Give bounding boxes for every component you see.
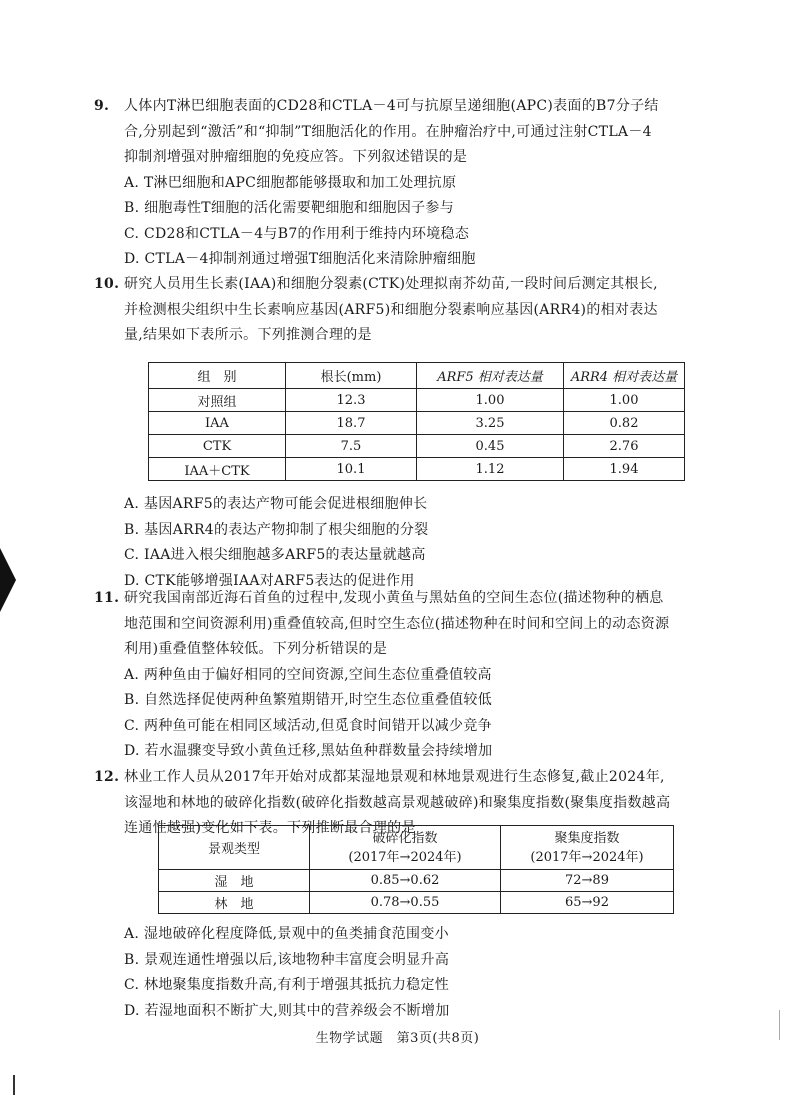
option-a: A. 两种鱼由于偏好相同的空间资源,空间生态位重叠值较高 bbox=[124, 666, 492, 683]
option-a: A. T淋巴细胞和APC细胞都能够摄取和加工处理抗原 bbox=[124, 174, 457, 191]
option-d: D. CTK能够增强IAA对ARF5表达的促进作用 bbox=[124, 572, 415, 589]
table-cell: 10.1 bbox=[286, 458, 417, 481]
table-cell: 1.12 bbox=[417, 458, 564, 481]
question-10 bbox=[94, 272, 718, 349]
table-row bbox=[159, 892, 674, 914]
option-d: D. 若湿地面积不断扩大,则其中的营养级会不断增加 bbox=[124, 1002, 450, 1019]
option-c: C. 两种鱼可能在相同区域活动,但觅食时间错开以减少竞争 bbox=[124, 717, 492, 734]
header-title: 聚集度指数 bbox=[554, 830, 620, 846]
question-stem bbox=[98, 586, 718, 663]
table-row bbox=[149, 435, 685, 458]
table-cell: 1.00 bbox=[564, 389, 685, 412]
margin-scan-line bbox=[779, 1010, 780, 1040]
header-title: 破碎化指数 bbox=[372, 830, 438, 846]
question-9 bbox=[94, 94, 718, 273]
stem-line: 抑制剂增强对肿瘤细胞的免疫应答。下列叙述错误的是 bbox=[124, 149, 468, 165]
header-subtitle: (2017年→2024年) bbox=[348, 849, 462, 865]
table-cell: 0.45 bbox=[417, 435, 564, 458]
table-cell: 0.78→0.55 bbox=[310, 892, 501, 914]
page-footer: 生物学试题 第3页(共8页) bbox=[315, 1031, 480, 1046]
question-stem bbox=[98, 94, 718, 171]
table-cell: 72→89 bbox=[501, 870, 674, 892]
table-cell: 2.76 bbox=[564, 435, 685, 458]
stem-line: 连通性越强)变化如下表。下列推断最合理的是 bbox=[124, 820, 416, 836]
option-d: D. 若水温骤变导致小黄鱼迁移,黑姑鱼种群数量会持续增加 bbox=[124, 743, 493, 759]
question-stem bbox=[98, 272, 718, 349]
table-cell: 湿 地 bbox=[159, 870, 310, 892]
table-header: ARR4 相对表达量 bbox=[564, 363, 685, 389]
table-row bbox=[159, 870, 674, 892]
question-number: 11. bbox=[94, 590, 120, 606]
table-cell: 12.3 bbox=[286, 389, 417, 412]
stem-line: 地范围和空间资源利用)重叠值较高,但时空生态位(描述物种在时间和空间上的动态资源 bbox=[124, 615, 670, 632]
margin-tick-mark bbox=[13, 1075, 15, 1095]
table-cell: 7.5 bbox=[286, 435, 417, 458]
q10-data-table bbox=[148, 362, 685, 481]
table-header bbox=[310, 826, 501, 870]
table-header bbox=[501, 826, 674, 870]
stem-line: 人体内T淋巴细胞表面的CD28和CTLA－4可与抗原呈递细胞(APC)表面的B7分子结 bbox=[124, 98, 659, 114]
question-11 bbox=[94, 586, 718, 765]
table-row bbox=[149, 412, 685, 435]
table-cell: 65→92 bbox=[501, 892, 674, 914]
table-header: 根长(mm) bbox=[286, 363, 417, 389]
table-cell: 对照组 bbox=[149, 389, 286, 412]
table-cell: CTK bbox=[149, 435, 286, 458]
table-header: 景观类型 bbox=[159, 826, 310, 870]
question-10-options bbox=[98, 492, 718, 594]
table-header: 组 别 bbox=[149, 363, 286, 389]
table-cell: 林 地 bbox=[159, 892, 310, 914]
stem-line: 研究人员用生长素(IAA)和细胞分裂素(CTK)处理拟南芥幼苗,一段时间后测定其根长, bbox=[124, 276, 658, 292]
option-b: B. 自然选择促使两种鱼繁殖期错开,时空生态位重叠值较低 bbox=[124, 692, 493, 708]
question-12-options bbox=[98, 922, 718, 1024]
stem-line: 并检测根尖组织中生长素响应基因(ARF5)和细胞分裂素响应基因(ARR4)的相对表达 bbox=[124, 301, 658, 318]
option-b: B. 景观连通性增强以后,该地物种丰富度会明显升高 bbox=[124, 951, 450, 968]
table-cell: 0.82 bbox=[564, 412, 685, 435]
q12-data-table bbox=[158, 825, 674, 914]
option-c: C. IAA进入根尖细胞越多ARF5的表达量就越高 bbox=[124, 547, 426, 563]
option-b: B. 基因ARR4的表达产物抑制了根尖细胞的分裂 bbox=[124, 521, 429, 538]
table-cell: 18.7 bbox=[286, 412, 417, 435]
stem-line: 利用)重叠值整体较低。下列分析错误的是 bbox=[124, 641, 388, 657]
table-row bbox=[149, 458, 685, 481]
table-cell: 1.94 bbox=[564, 458, 685, 481]
stem-line: 林业工作人员从2017年开始对成都某湿地景观和林地景观进行生态修复,截止2024年, bbox=[124, 769, 665, 785]
table-cell: 1.00 bbox=[417, 389, 564, 412]
table-cell: 3.25 bbox=[417, 412, 564, 435]
option-c: C. 林地聚集度指数升高,有利于增强其抵抗力稳定性 bbox=[124, 977, 450, 993]
question-number: 10. bbox=[94, 276, 120, 292]
question-number: 12. bbox=[94, 769, 120, 785]
stem-line: 研究我国南部近海石首鱼的过程中,发现小黄鱼与黑姑鱼的空间生态位(描述物种的栖息 bbox=[124, 590, 664, 606]
table-row bbox=[149, 389, 685, 412]
table-cell: 0.85→0.62 bbox=[310, 870, 501, 892]
header-subtitle: (2017年→2024年) bbox=[530, 849, 644, 865]
option-d: D. CTLA－4抑制剂通过增强T细胞活化来清除肿瘤细胞 bbox=[124, 251, 476, 267]
option-a: A. 湿地破碎化程度降低,景观中的鱼类捕食范围变小 bbox=[124, 926, 449, 942]
stem-line: 合,分别起到“激活”和“抑制”T细胞活化的作用。在肿瘤治疗中,可通过注射CTLA－4 bbox=[124, 123, 652, 140]
option-c: C. CD28和CTLA－4与B7的作用利于维持内环境稳态 bbox=[124, 225, 470, 242]
table-header: ARF5 相对表达量 bbox=[417, 363, 564, 389]
table-cell: IAA bbox=[149, 412, 286, 435]
table-cell: IAA＋CTK bbox=[149, 458, 286, 481]
question-number: 9. bbox=[94, 98, 110, 114]
option-a: A. 基因ARF5的表达产物可能会促进根细胞伸长 bbox=[124, 496, 428, 512]
stem-line: 该湿地和林地的破碎化指数(破碎化指数越高景观越破碎)和聚集度指数(聚集度指数越高 bbox=[124, 794, 671, 811]
stem-line: 量,结果如下表所示。下列推测合理的是 bbox=[124, 327, 372, 343]
option-b: B. 细胞毒性T细胞的活化需要靶细胞和细胞因子参与 bbox=[124, 200, 455, 216]
margin-arrow-mark bbox=[0, 548, 16, 612]
